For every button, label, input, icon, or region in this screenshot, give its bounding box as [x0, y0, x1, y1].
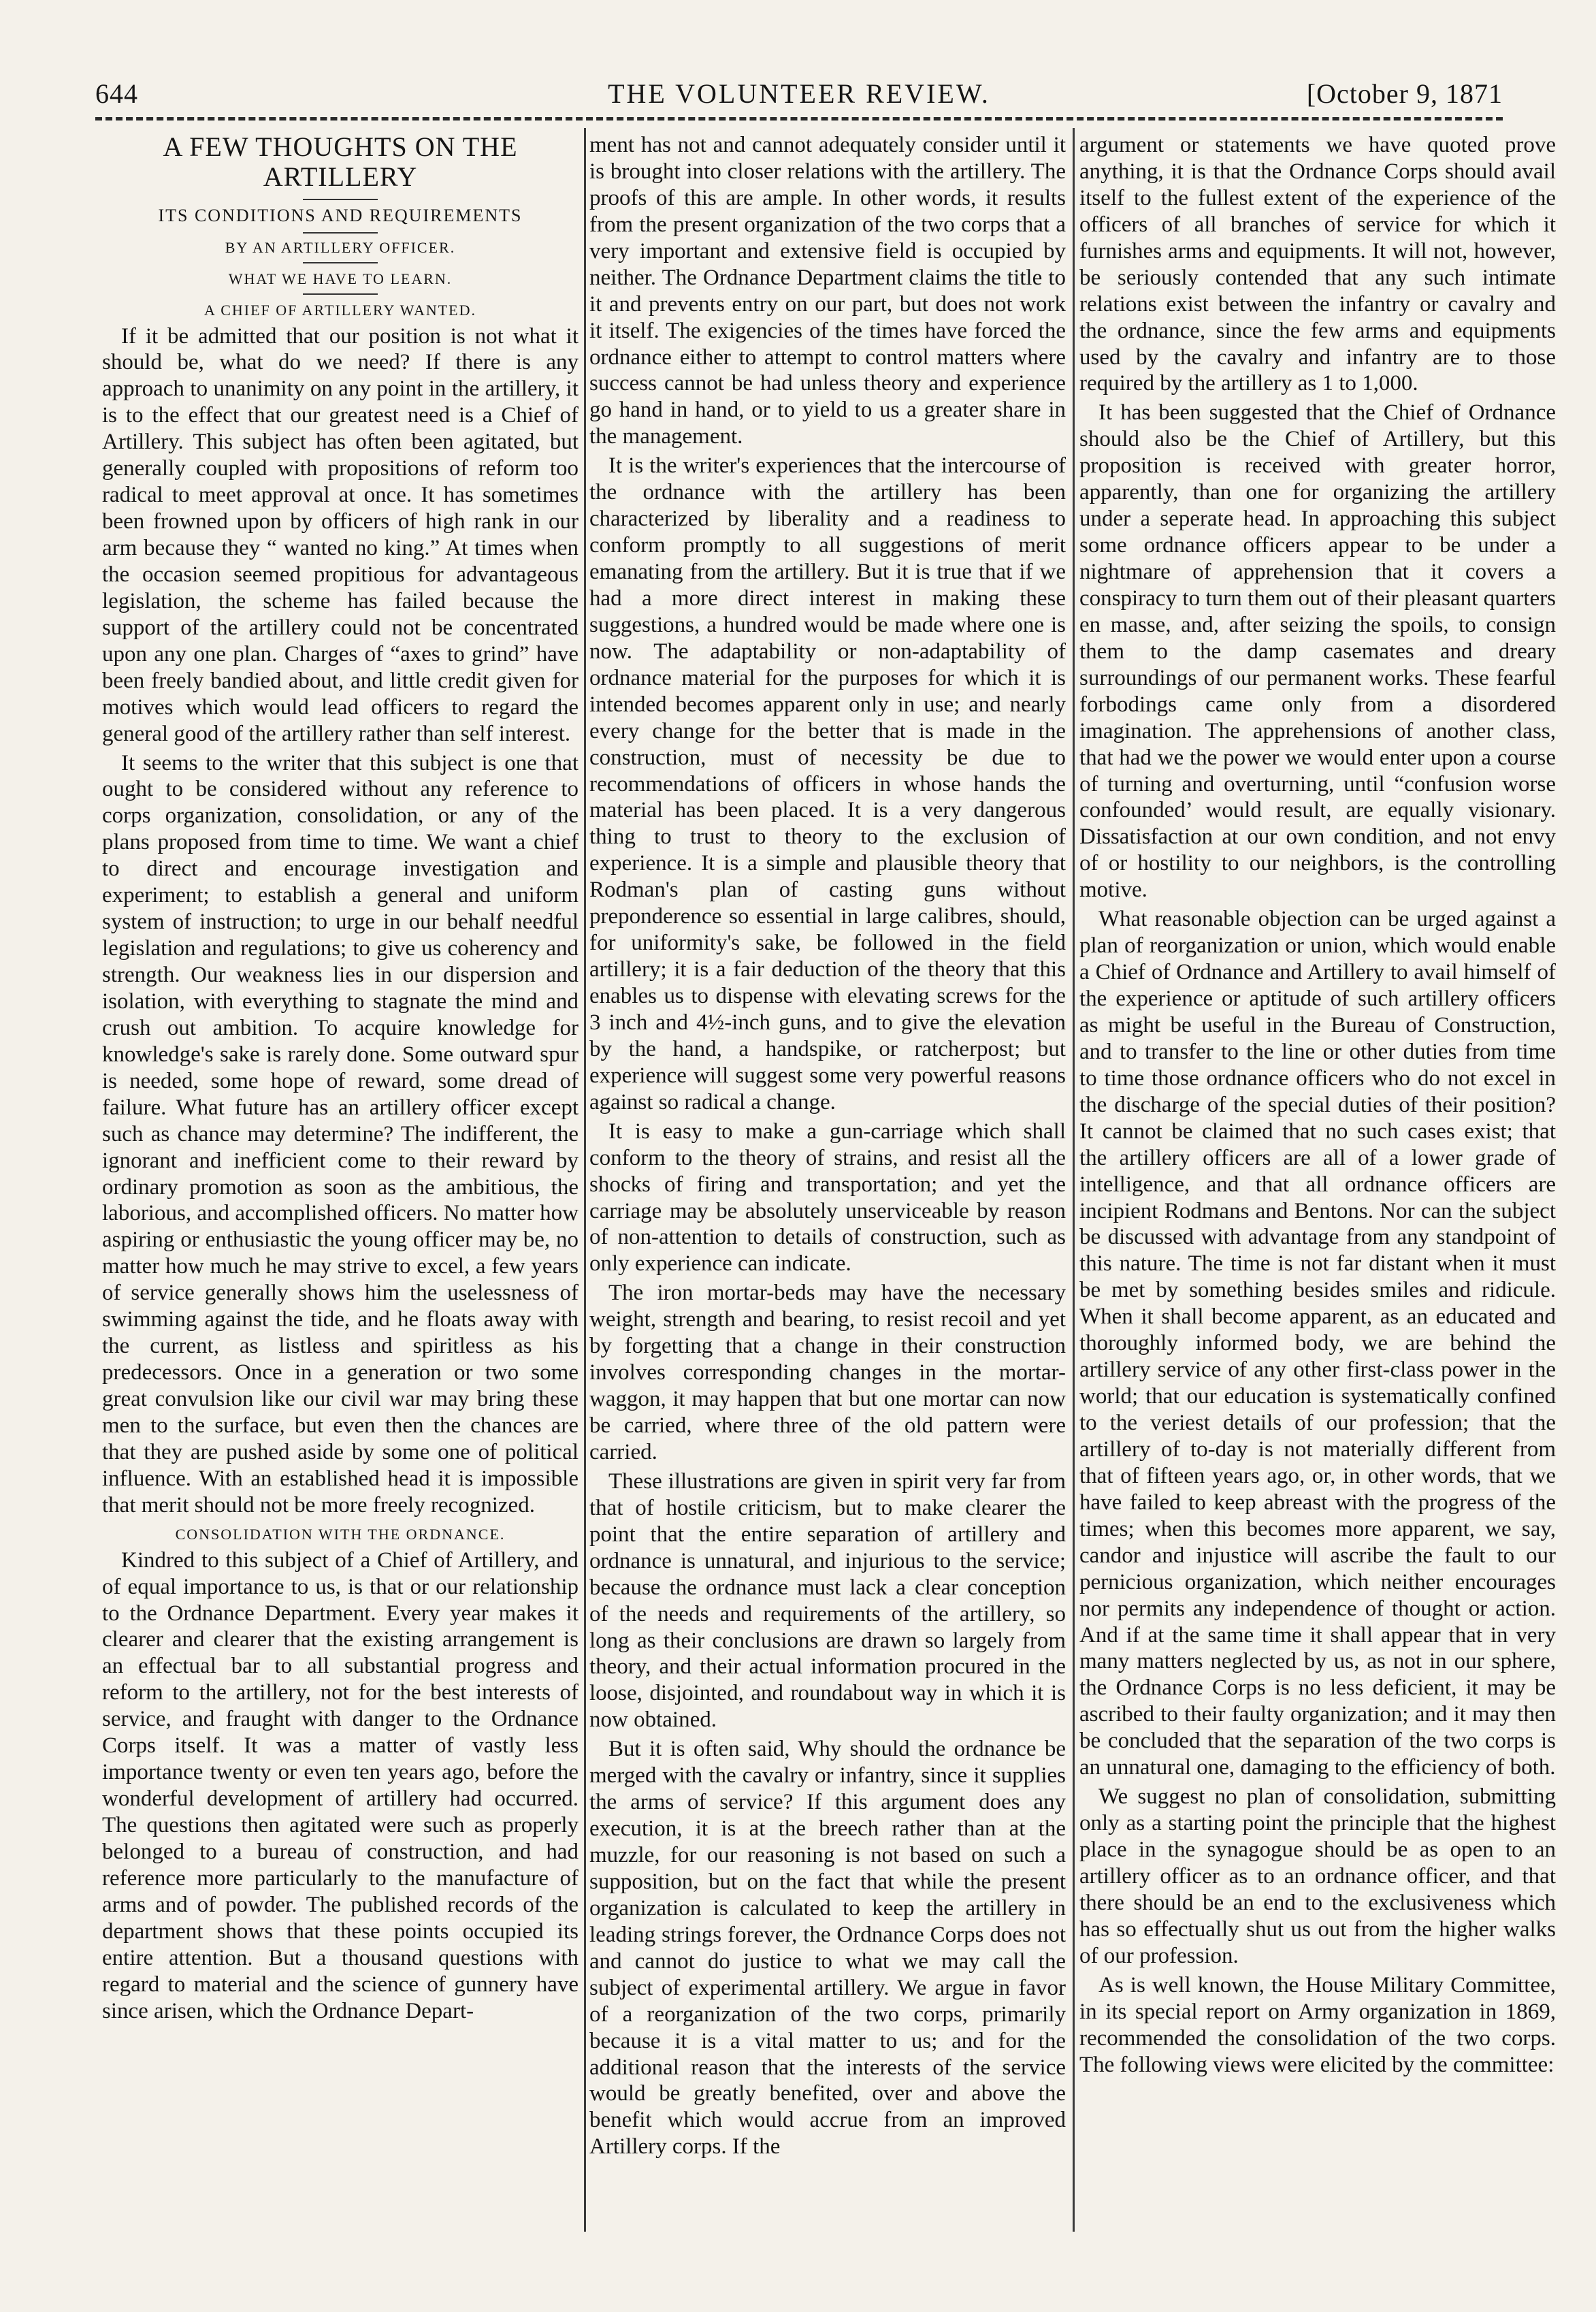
byline: BY AN ARTILLERY OFFICER.: [225, 238, 456, 256]
paragraph: What reasonable objection can be urged against a plan of reorganization or union, which would enable a Chief of Ordnance and Artillery to avail himself of the experience or aptitude of such artillery officers as might be useful in the Bureau of Construction, and to transfer to the line or other duties from time to time those ordnance officers who do not excel in the discharge of the special duties of their position? It cannot be claimed that no such cases exist; that the artillery officers are all of a lower grade of intelligence, and that all ordnance officers are incipient Rodmans and Bentons. Nor can the subject be discussed with advantage from any standpoint of this nature. The time is not far distant when it must be met by something besides smiles and ridicule. When it shall become apparent, as an educated and thoroughly informed body, we are behind the artillery service of any other first-class power in the world; that our education is systematically confined to the veriest details of our profession; that the artillery of to-day is not materially different from that of fifteen years ago, or, in other words, that we have failed to keep abreast with the progress of the times; when this becomes more apparent, we say, candor and injustice will ascribe the fault to our pernicious organization, which neither encourages nor permits any independence of thought or action. And if at the same time it shall appear that in very many matters neglected by us, as not in our sphere, the Ordnance Corps is no less deficient, it may be ascribed to their faulty organization; and it may then be concluded that the separation of the two corps is an unnatural one, damaging to the efficiency of both.: [1079, 907, 1556, 1780]
paragraph: It has been suggested that the Chief of Ordnance should also be the Chief of Artillery, but this proposition is received with greater horror, apparently, than one for organizing the artillery under a seperate head. In approaching this subject some ordnance officers appear to be under a nightmare of apprehension that it covers a conspiracy to turn them out of their pleasant quarters en masse, and, after seizing the spoils, to consign them to the damp casemates and dreary surroundings of our permanent works. These fearful forbodings came only from a disordered imagination. The apprehensions of another class, that had we the power we would enter upon a course of turning and overturning, until “confusion worse confounded’ would result, are equally visionary. Dissatisfaction at our own condition, and not envy of or hostility to our neighbors, is the controlling motive.: [1079, 400, 1556, 903]
paragraph: argument or statements we have quoted prove anything, it is that the Ordnance Corps should avail itself to the fullest extent of the experience of the officers of all branches of service for which it furnishes arms and equipments. It will not, however, be seriously contended that any such intimate relations exist between the infantry or cavalry and the ordnance, since the few arms and equipments used by the cavalry and infantry are to those required by the artillery as 1 to 1,000.: [1079, 133, 1556, 396]
column-3: [1079, 132, 1556, 2229]
header-rule: [95, 117, 1503, 121]
page-header: [95, 74, 1503, 114]
article-subtitle: ITS CONDITIONS AND REQUIREMENTS: [158, 206, 523, 225]
column-divider: [584, 128, 586, 2232]
page-number: 644: [95, 78, 138, 109]
issue-date: [October 9, 1871: [1306, 78, 1503, 109]
paragraph: It is easy to make a gun-carriage which shall conform to the theory of strains, and resist all the shocks of firing and transportation; and yet the carriage may be absolutely unserviceable by reason of non-attention to details of construction, such as only experience can indicate.: [589, 1119, 1066, 1277]
column-2: [589, 132, 1066, 2229]
paragraph: As is well known, the House Military Committee, in its special report on Army organization in 1869, recommended the consolidation of the two corps. The following views were elicited by the committee:: [1079, 1972, 1556, 2077]
article-title: A FEW THOUGHTS ON THE ARTILLERY: [163, 132, 518, 192]
paragraph: These illustrations are given in spirit very far from that of hostile criticism, but to make clearer the point that the entire separation of artillery and ordnance is unnatural, and injurious to the service; because the ordnance must lack a clear conception of the needs and requirements of the artillery, so long as their conclusions are drawn so largely from theory, and their actual information procured in the loose, disjointed, and roundabout way in which it is now obtained.: [589, 1468, 1066, 1733]
paragraph: ment has not and cannot adequately consider until it is brought into closer relations with the artillery. The proofs of this are ample. In other words, it results from the present organization of the two corps that a very important and extensive field is occupied by neither. The Ordnance Department claims the title to it and prevents entry on our part, but does not work it itself. The exigencies of the times have forced the ordnance either to attempt to control matters where success cannot be had unless theory and experience go hand in hand, or to yield to us a greater share in the management.: [589, 133, 1066, 449]
paragraph: If it be admitted that our position is not what it should be, what do we need? If there is any approach to unanimity on any point in the artillery, it is to the effect that our greatest need is a Chief of Artillery. This subject has often been agitated, but generally coupled with propositions of reform too radical to meet approval at once. It has sometimes been frowned upon by officers of high rank in our arm because they “ wanted no king.” At times when the occasion seemed propitious for advantageous legislation, the scheme has failed because the support of the artillery could not be concentrated upon any one plan. Charges of “axes to grind” have been freely bandied about, and little credit given for motives which would lead officers to regard the general good of the artillery rather than self interest.: [102, 323, 579, 746]
column-1: [102, 132, 579, 2229]
paragraph: The iron mortar-beds may have the necessary weight, strength and bearing, to resist recoil and yet by forgetting that a change in their construction involves corresponding changes in the mortar-waggon, it may happen that but one mortar can now be carried, where three of the old pattern were carried.: [589, 1281, 1066, 1464]
section-heading: A CHIEF OF ARTILLERY WANTED.: [204, 301, 476, 319]
paragraph: We suggest no plan of consolidation, submitting only as a starting point the principle that the highest place in the synagogue should be as open to an artillery officer as to an ordnance officer, and that there should be an end to the exclusiveness which has so effectually shut us out from the higher walks of our profession.: [1079, 1784, 1556, 1968]
publication-title: THE VOLUNTEER REVIEW.: [608, 78, 990, 109]
paragraph: It is the writer's experiences that the intercourse of the ordnance with the artillery has been characterized by liberality and a readiness to conform promptly to all suggestions of merit emanating from the artillery. But it is true that if we had a more direct interest in making these suggestions, a hundred would be made where one is now. The adaptability or non-adaptability of ordnance material for the purposes for which it is intended becomes apparent only in use; and nearly every change for the better that is made in the construction, must of necessity be due to recommendations of officers in whose hands the material has been placed. It is a very dangerous thing to trust to theory to the exclusion of experience. It is a simple and plausible theory that Rodman's plan of casting guns without preponderence so essential in large calibres, should, for uniformity's sake, be followed in the field artillery; it is a fair deduction of the theory that this enables us to dispense with elevating screws for the 3 inch and 4½-inch guns, and to give the elevation by the hand, a handspike, or ratcherpost; but experience will suggest some very powerful reasons against so radical a change.: [589, 453, 1066, 1114]
section-heading: WHAT WE HAVE TO LEARN.: [228, 270, 453, 287]
byline-rule: [303, 262, 378, 263]
paragraph: But it is often said, Why should the ordnance be merged with the cavalry or infantry, since it supplies the arms of service? If this argument does any execution, it is at the breech rather than at the muzzle, for our reasoning is not based on such a supposition, but on the fact that while the present organization is calculated to keep the artillery in leading strings forever, the Ordnance Corps does not and cannot do justice to what we may call the subject of experimental artillery. We argue in favor of a reorganization of the two corps, primarily because it is a vital matter to us; and for the additional reason that the interests of the service would be greatly benefited, over and above the benefit which would accrue from an improved Artillery corps. If the: [589, 1737, 1066, 2160]
section-heading: CONSOLIDATION WITH THE ORDNANCE.: [175, 1525, 506, 1543]
column-divider: [1073, 128, 1075, 2232]
paragraph: It seems to the writer that this subject is one that ought to be considered without any reference to corps organization, consolidation, or any of the plans proposed from time to time. We want a chief to direct and encourage investigation and experiment; to establish a general and uniform system of instruction; to urge in our behalf needful legislation and regulations; to give us coherency and strength. Our weakness lies in our dispersion and isolation, with everything to stagnate the mind and crush out ambition. To acquire knowledge for knowledge's sake is rarely done. Some outward spur is needed, some hope of reward, some dread of failure. What future has an artillery officer except such as chance may determine? The indifferent, the ignorant and inefficient come to their reward by ordinary promotion as soon as the ambitious, the laborious, and accomplished officers. No matter how aspiring or enthusiastic the young officer may be, no matter how much he may strive to excel, a few years of service generally shows him the uselessness of swimming against the tide, and he floats away with the current, as listless and spiritless as his predecessors. Once in a generation or two some great convulsion like our civil war may bring these men to the surface, but even then the chances are that they are pushed aside by some one of political influence. With an established head it is impossible that merit should not be more freely recognized.: [102, 750, 579, 1518]
title-rule: [303, 199, 378, 200]
paragraph: Kindred to this subject of a Chief of Artillery, and of equal importance to us, is that or our relationship to the Ordnance Department. Every year makes it clearer and clearer that the existing arrangement is an effectual bar to all substantial progress and reform to the artillery, not for the best interests of service, and fraught with danger to the Ordnance Corps itself. It was a matter of vastly less importance twenty or even ten years ago, before the wonderful development of artillery had occurred. The questions then agitated were such as properly belonged to a bureau of construction, and had reference more particularly to the manufacture of arms and of powder. The published records of the department shows that these points occupied its entire attention. But a thousand questions with regard to material and the science of gunnery have since arisen, which the Ordnance Depart-: [102, 1547, 579, 2023]
subtitle-rule: [303, 232, 378, 234]
section-rule: [303, 293, 378, 295]
